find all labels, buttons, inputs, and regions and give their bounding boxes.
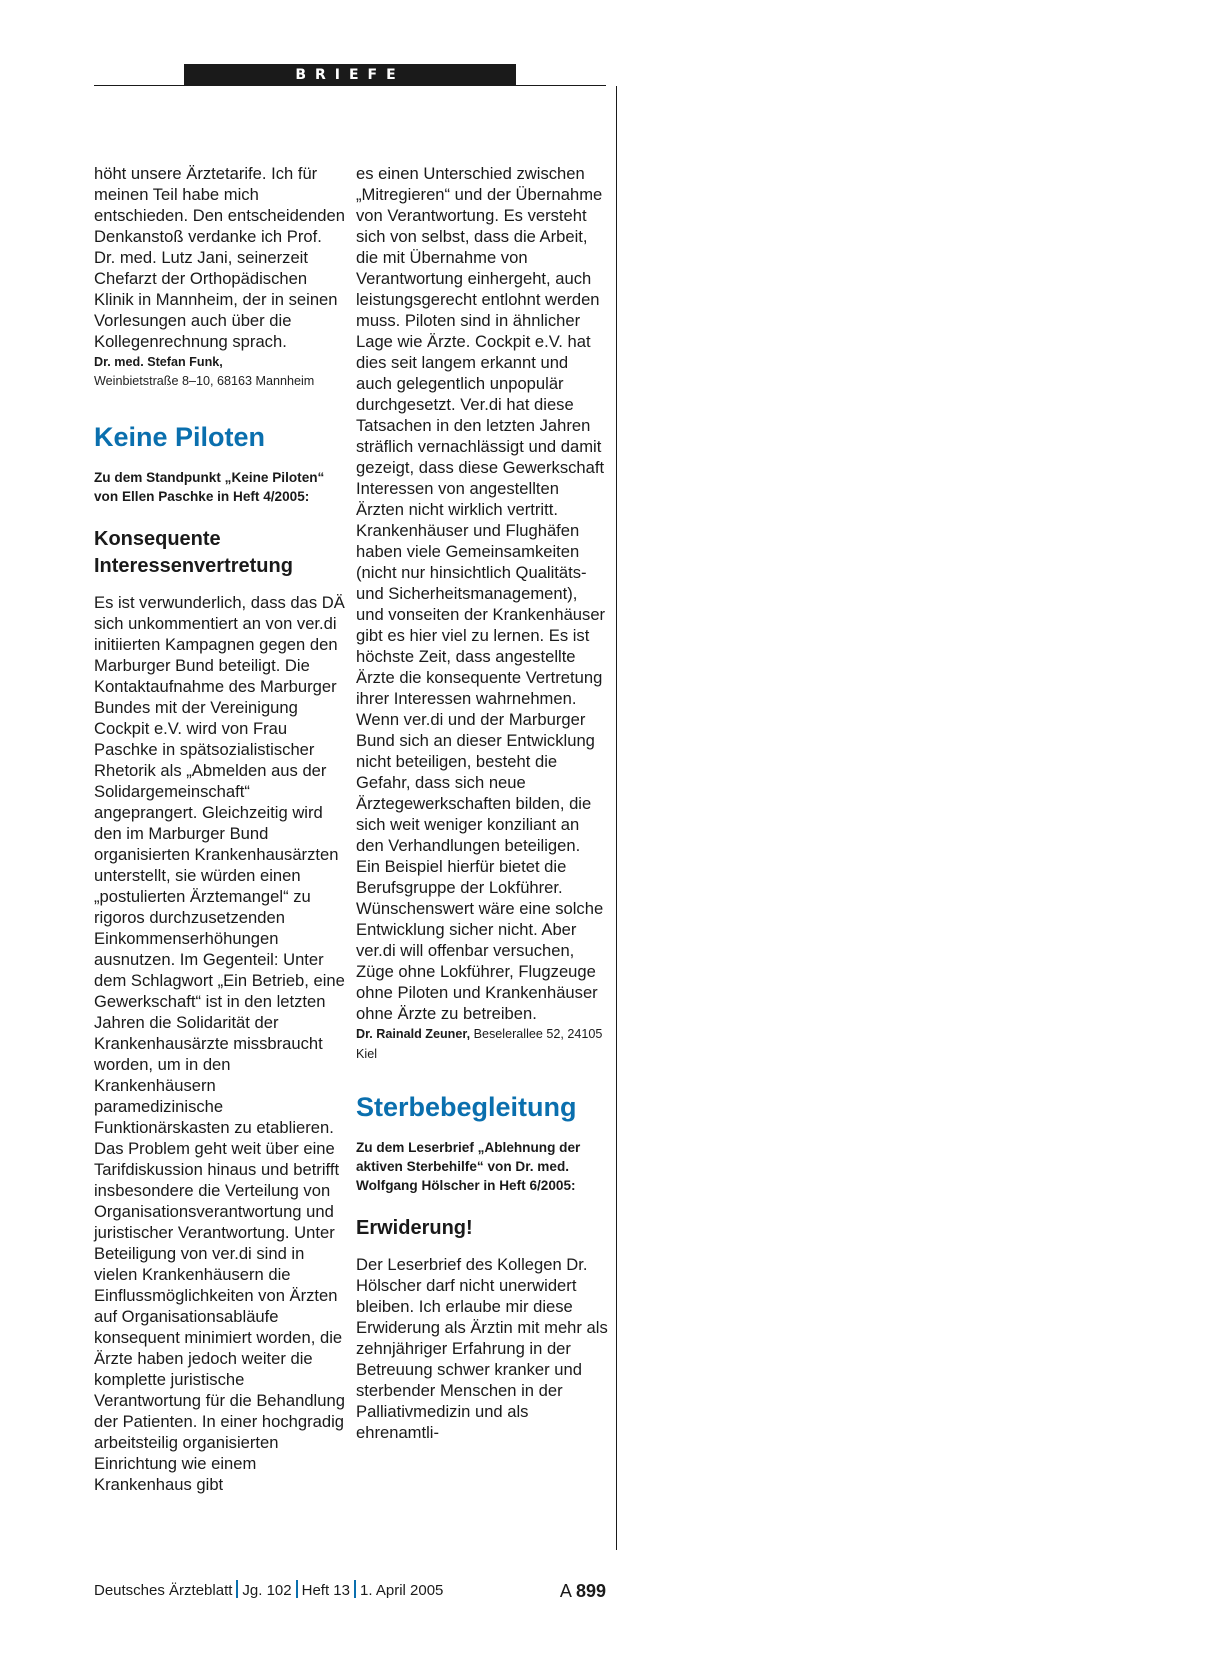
signature-address: Weinbietstraße 8–10, 68163 Mannheim [94,374,315,388]
column-left [94,163,346,1495]
column-rule [616,86,617,1550]
section-label: BRIEFE [184,64,516,86]
column-right [356,163,608,1443]
header-rule [94,85,606,86]
journal-volume: Jg. 102 [242,1582,292,1599]
article-body-continued: es einen Unterschied zwischen „Mitregieren“ und der Übernahme von Verantwortung. Es versteht sich von selbst, dass die Arbeit, die mit Übernahme von Verantwortung einhergeht, auch leistungsgerecht entlohnt werden muss. Piloten sind in ähnlicher Lage wie Ärzte. Cockpit e.V. hat dies seit langem erkannt und auch gelegentlich unpopulär durchgesetzt. Ver.di hat diese Tatsachen in den letzten Jahren sträflich vernachlässigt und damit gezeigt, dass diese Gewerkschaft Interessen von angestellten Ärzten nicht wirklich vertritt. Krankenhäuser und Flughäfen haben viele Gemeinsamkeiten (nicht nur hinsichtlich Qualitäts- und Sicherheitsmanagement), und vonseiten der Krankenhäuser gibt es hier viel zu lernen. Es ist höchste Zeit, dass angestellte Ärzte die konsequente Vertretung ihrer Interessen wahrnehmen. Wenn ver.di und der Marburger Bund sich an dieser Entwicklung nicht beteiligen, besteht die Gefahr, dass sich neue Ärztegewerkschaften bilden, die sich weit weniger konziliant an den Verhandlungen beteiligen. Ein Beispiel hierfür bietet die Berufsgruppe der Lokführer. Wünschenswert wäre eine solche Entwicklung sicher nicht. Aber ver.di will offenbar versuchen, Züge ohne Lokführer, Flugzeuge ohne Piloten und Krankenhäuser ohne Ärzte zu betreiben. [356,164,606,1023]
footer-separator [354,1580,356,1598]
signature-name: Dr. med. Stefan Funk, [94,355,223,369]
continuation-text: höht unsere Ärztetarife. Ich für meinen Teil habe mich entschieden. Den entscheidenden Denkanstoß verdanke ich Prof. Dr. med. Lutz Jani, seinerzeit Chefarzt der Orthopädischen Klinik in Mannheim, der in seinen Vorlesungen auch über die Kollegenrechnung sprach. [94,164,345,351]
article-intro-2: Zu dem Leserbrief „Ablehnung der aktiven Sterbehilfe“ von Dr. med. Wolfgang Hölscher in Heft 6/2005: [356,1140,581,1193]
article-body: Es ist verwunderlich, dass das DÄ sich unkommentiert an von ver.di initiierten Kampagnen gegen den Marburger Bund beteiligt. Die Kontaktaufnahme des Marburger Bundes mit der Vereinigung Cockpit e.V. wird von Frau Paschke in spätsozialistischer Rhetorik als „Abmelden aus der Solidargemeinschaft“ angeprangert. Gleichzeitig wird den im Marburger Bund organisierten Krankenhausärzten unterstellt, sie würden einen „postulierten Ärztemangel“ zu rigoros durchzusetzenden Einkommenserhöhungen ausnutzen. Im Gegenteil: Unter dem Schlagwort „Ein Betrieb, eine Gewerkschaft“ ist in den letzten Jahren die Solidarität der Krankenhausärzte missbraucht worden, um in den Krankenhäusern paramedizinische Funktionärskasten zu etablieren. Das Problem geht weit über eine Tarifdiskussion hinaus und betrifft insbesondere die Verteilung von Organisationsverantwortung und juristischer Verantwortung. Unter Beteiligung von ver.di sind in vielen Krankenhäusern die Einflussmöglichkeiten von Ärzten auf Organisationsabläufe konsequent minimiert worden, die Ärzte haben jedoch weiter die komplette juristische Verantwortung für die Behandlung der Patienten. In einer hochgradig arbeitsteilig organisierten Einrichtung wie einem Krankenhaus gibt [94,593,345,1494]
journal-date: 1. April 2005 [360,1582,444,1599]
article-intro: Zu dem Standpunkt „Keine Piloten“ von Ellen Paschke in Heft 4/2005: [94,470,325,504]
journal-name: Deutsches Ärzteblatt [94,1582,233,1599]
signature: Dr. Rainald Zeuner, Beselerallee 52, 24105 Kiel [356,1027,603,1061]
article-subhead-2: Erwiderung! [356,1217,473,1239]
page-number: A 899 [559,1581,606,1601]
article-subhead: Konsequente Interessenvertretung [94,528,293,577]
footer-separator [296,1580,298,1598]
page-footer [94,1579,606,1603]
journal-issue: Heft 13 [301,1582,350,1599]
section-title-keine-piloten: Keine Piloten [94,422,266,452]
article-body-2: Der Leserbrief des Kollegen Dr. Hölscher darf nicht unerwidert bleiben. Ich erlaube mir diese Erwiderung als Ärztin mit mehr als zehnjähriger Erfahrung in der Betreuung schwer kranker und sterbender Menschen in der Palliativmedizin und als ehrenamtli- [356,1255,608,1442]
section-title-sterbebegleitung: Sterbebegleitung [356,1092,577,1122]
footer-separator [236,1580,238,1598]
